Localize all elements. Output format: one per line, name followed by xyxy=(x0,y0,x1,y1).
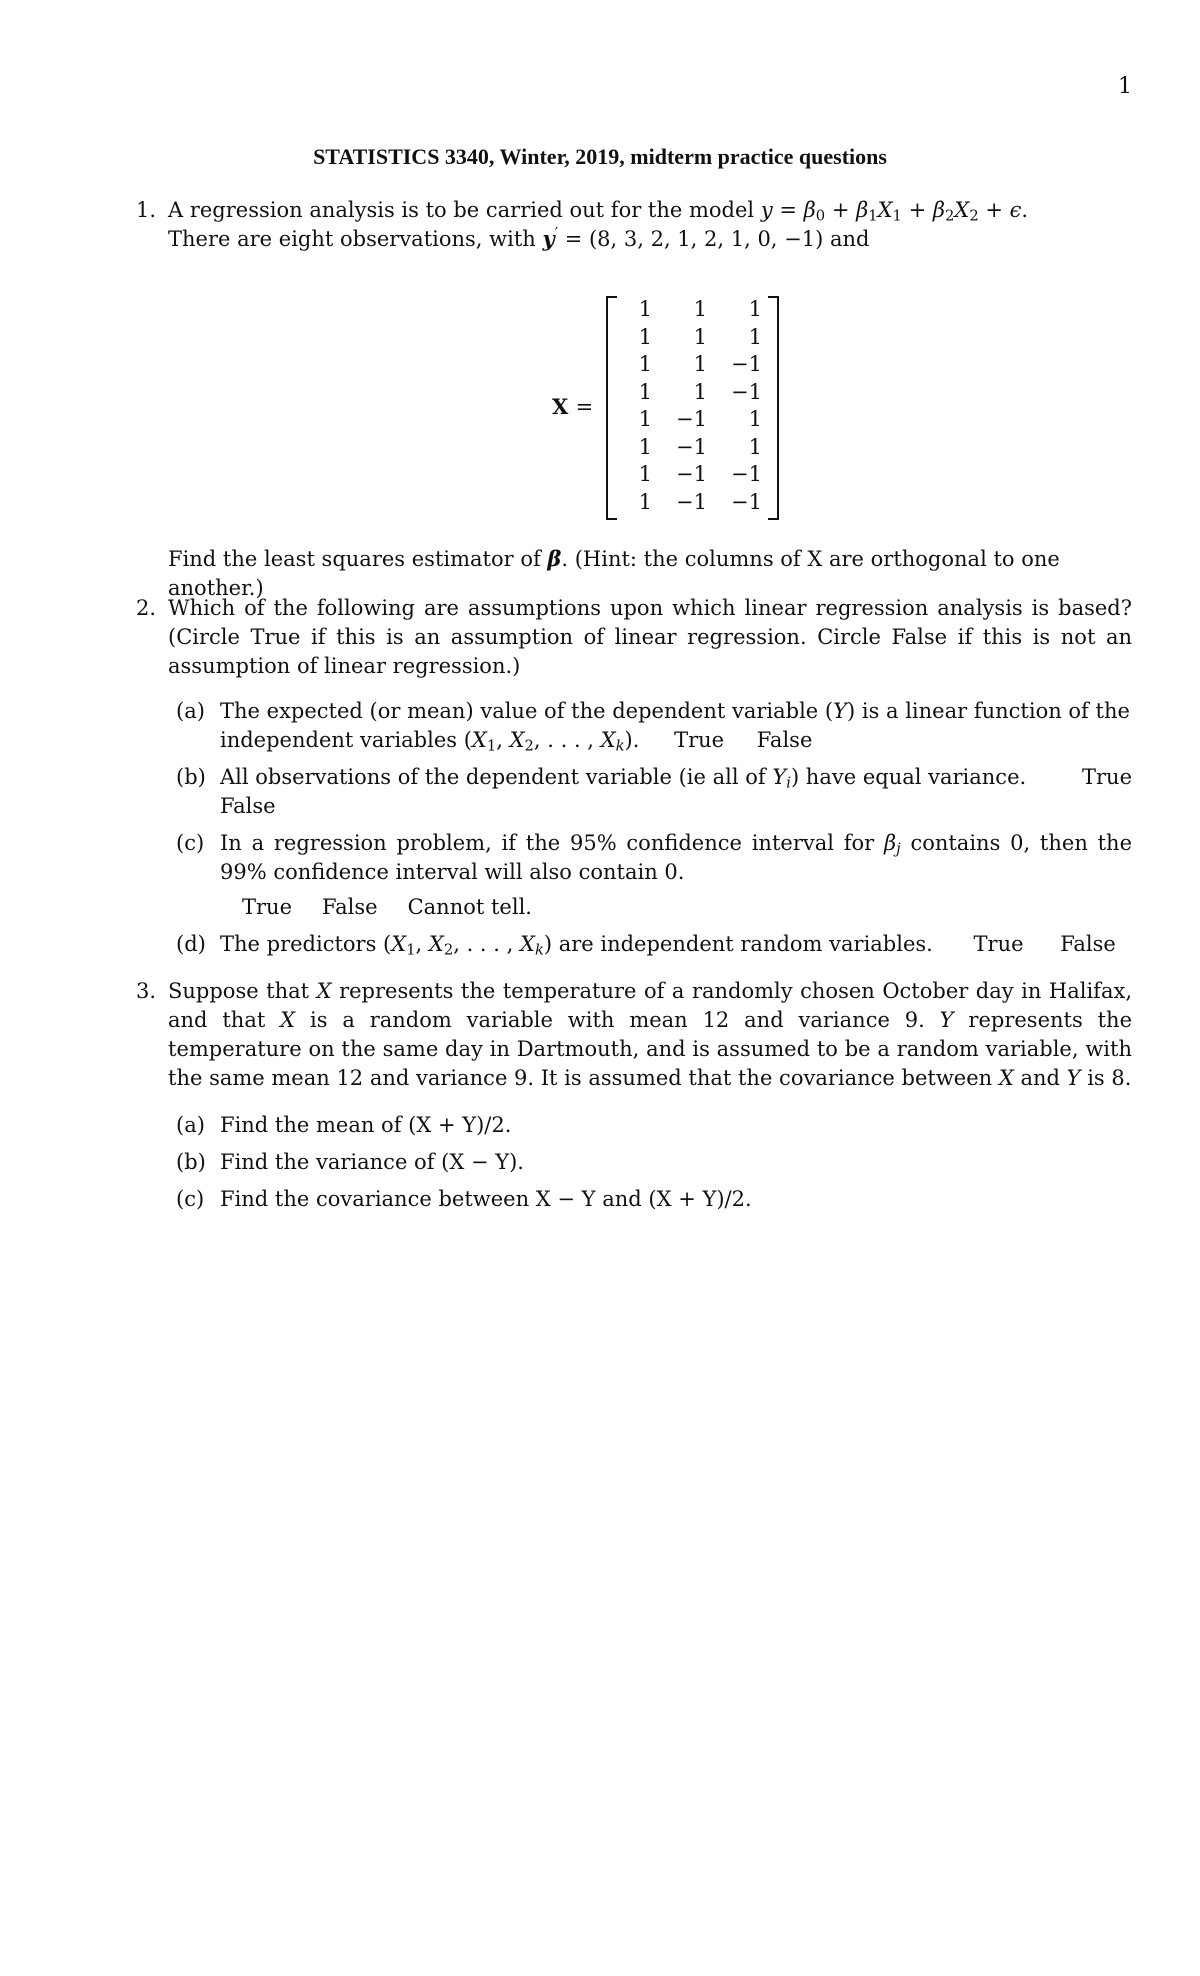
matrix-cell: −1 xyxy=(676,407,707,431)
matrix-cell: 1 xyxy=(693,297,707,321)
option-cannot-tell[interactable]: Cannot tell. xyxy=(407,894,532,919)
matrix-label: X = xyxy=(552,394,594,419)
matrix-cell: 1 xyxy=(638,489,652,514)
option-true[interactable]: True xyxy=(1082,764,1132,789)
matrix-cell: 1 xyxy=(638,352,652,376)
matrix-cell: 1 xyxy=(693,379,707,404)
question-3 xyxy=(136,977,1132,1222)
option-false[interactable]: False xyxy=(322,894,378,919)
matrix-cell: 1 xyxy=(748,407,762,431)
q2-text: Which of the following are assumptions upon which linear regression analysis is based? (Circle True if this is an assumption of linear regression. Circle False if this is not an assumption of linear regression.) xyxy=(168,596,1132,678)
q2-item-b: (b) All observations of the dependent variable (ie all of $Y_i$) have equal variance. True False xyxy=(176,764,1132,818)
option-true[interactable]: True xyxy=(242,894,292,919)
matrix-cell: 1 xyxy=(748,297,762,321)
question-number: 2. xyxy=(136,596,157,620)
option-false[interactable]: False xyxy=(1060,931,1116,956)
question-1 xyxy=(136,196,1132,254)
q3-item-b: (b) Find the variance of (X − Y). xyxy=(176,1149,524,1174)
matrix-cell: −1 xyxy=(676,489,707,514)
q1-model-line: A regression analysis is to be carried out for the model $y = \beta_0 + \beta_1X_1 + \beta_2X_2 + \epsilon$. xyxy=(168,198,1029,225)
matrix-cell: −1 xyxy=(731,489,762,514)
page-title: STATISTICS 3340, Winter, 2019, midterm practice questions xyxy=(313,144,887,169)
matrix-cell: −1 xyxy=(676,462,707,486)
matrix-cell: 1 xyxy=(693,352,707,376)
q2-item-a: (a) The expected (or mean) value of the dependent variable (Y) is a linear function of the independent variables ($X_1$, $X_2$, . . . , $X_k$). True False xyxy=(176,698,1130,755)
q1-observations-line: There are eight observations, with y′ = (8, 3, 2, 1, 2, 1, 0, −1) and xyxy=(168,224,870,251)
matrix-cell: 1 xyxy=(638,324,652,349)
design-matrix xyxy=(552,296,792,521)
matrix-cell: 1 xyxy=(638,462,652,486)
option-true[interactable]: True xyxy=(674,727,725,752)
question-number: 1. xyxy=(136,198,157,222)
matrix-cell: 1 xyxy=(638,297,652,321)
matrix-cell: 1 xyxy=(638,434,652,459)
matrix-cell: −1 xyxy=(731,462,762,486)
matrix-cell: 1 xyxy=(748,324,762,349)
matrix-cell: −1 xyxy=(731,379,762,404)
q3-item-a: (a) Find the mean of (X + Y)/2. xyxy=(176,1112,512,1137)
matrix-cell: 1 xyxy=(693,324,707,349)
q3-text: Suppose that X represents the temperature of a randomly chosen October day in Halifax, and that X is a random variable with mean 12 and variance 9. Y represents the temperature on the same day in Dartmouth, and is assumed to be a random variable, with the same mean 12 and variance 9. It is assumed that the covariance between X and Y is 8. xyxy=(168,979,1132,1090)
matrix-cell: 1 xyxy=(748,434,762,459)
q3-item-c: (c) Find the covariance between X − Y and (X + Y)/2. xyxy=(176,1186,752,1211)
page-number: 1 xyxy=(1118,74,1132,99)
option-true[interactable]: True xyxy=(973,931,1024,956)
q2-item-c: (c) In a regression problem, if the 95% confidence interval for $\beta_j$ contains 0, then the 99% confidence interval will also contain 0. True False Cannot tell. xyxy=(176,830,1133,919)
matrix-cell: 1 xyxy=(638,379,652,404)
q1-find-estimator: Find the least squares estimator of β. (Hint: the columns of X are orthogonal to one another.) xyxy=(168,546,1060,600)
q2-item-d: (d) The predictors ($X_1$, $X_2$, . . . , $X_k$) are independent random variables. True False xyxy=(176,931,1116,959)
question-2 xyxy=(136,594,1133,967)
matrix-cell: −1 xyxy=(676,434,707,459)
matrix-cell: −1 xyxy=(731,352,762,376)
option-false[interactable]: False xyxy=(220,793,276,818)
matrix-grid xyxy=(616,296,766,516)
option-false[interactable]: False xyxy=(756,727,813,752)
matrix-cell: 1 xyxy=(638,407,652,431)
right-bracket xyxy=(768,296,779,520)
question-number: 3. xyxy=(136,979,157,1003)
